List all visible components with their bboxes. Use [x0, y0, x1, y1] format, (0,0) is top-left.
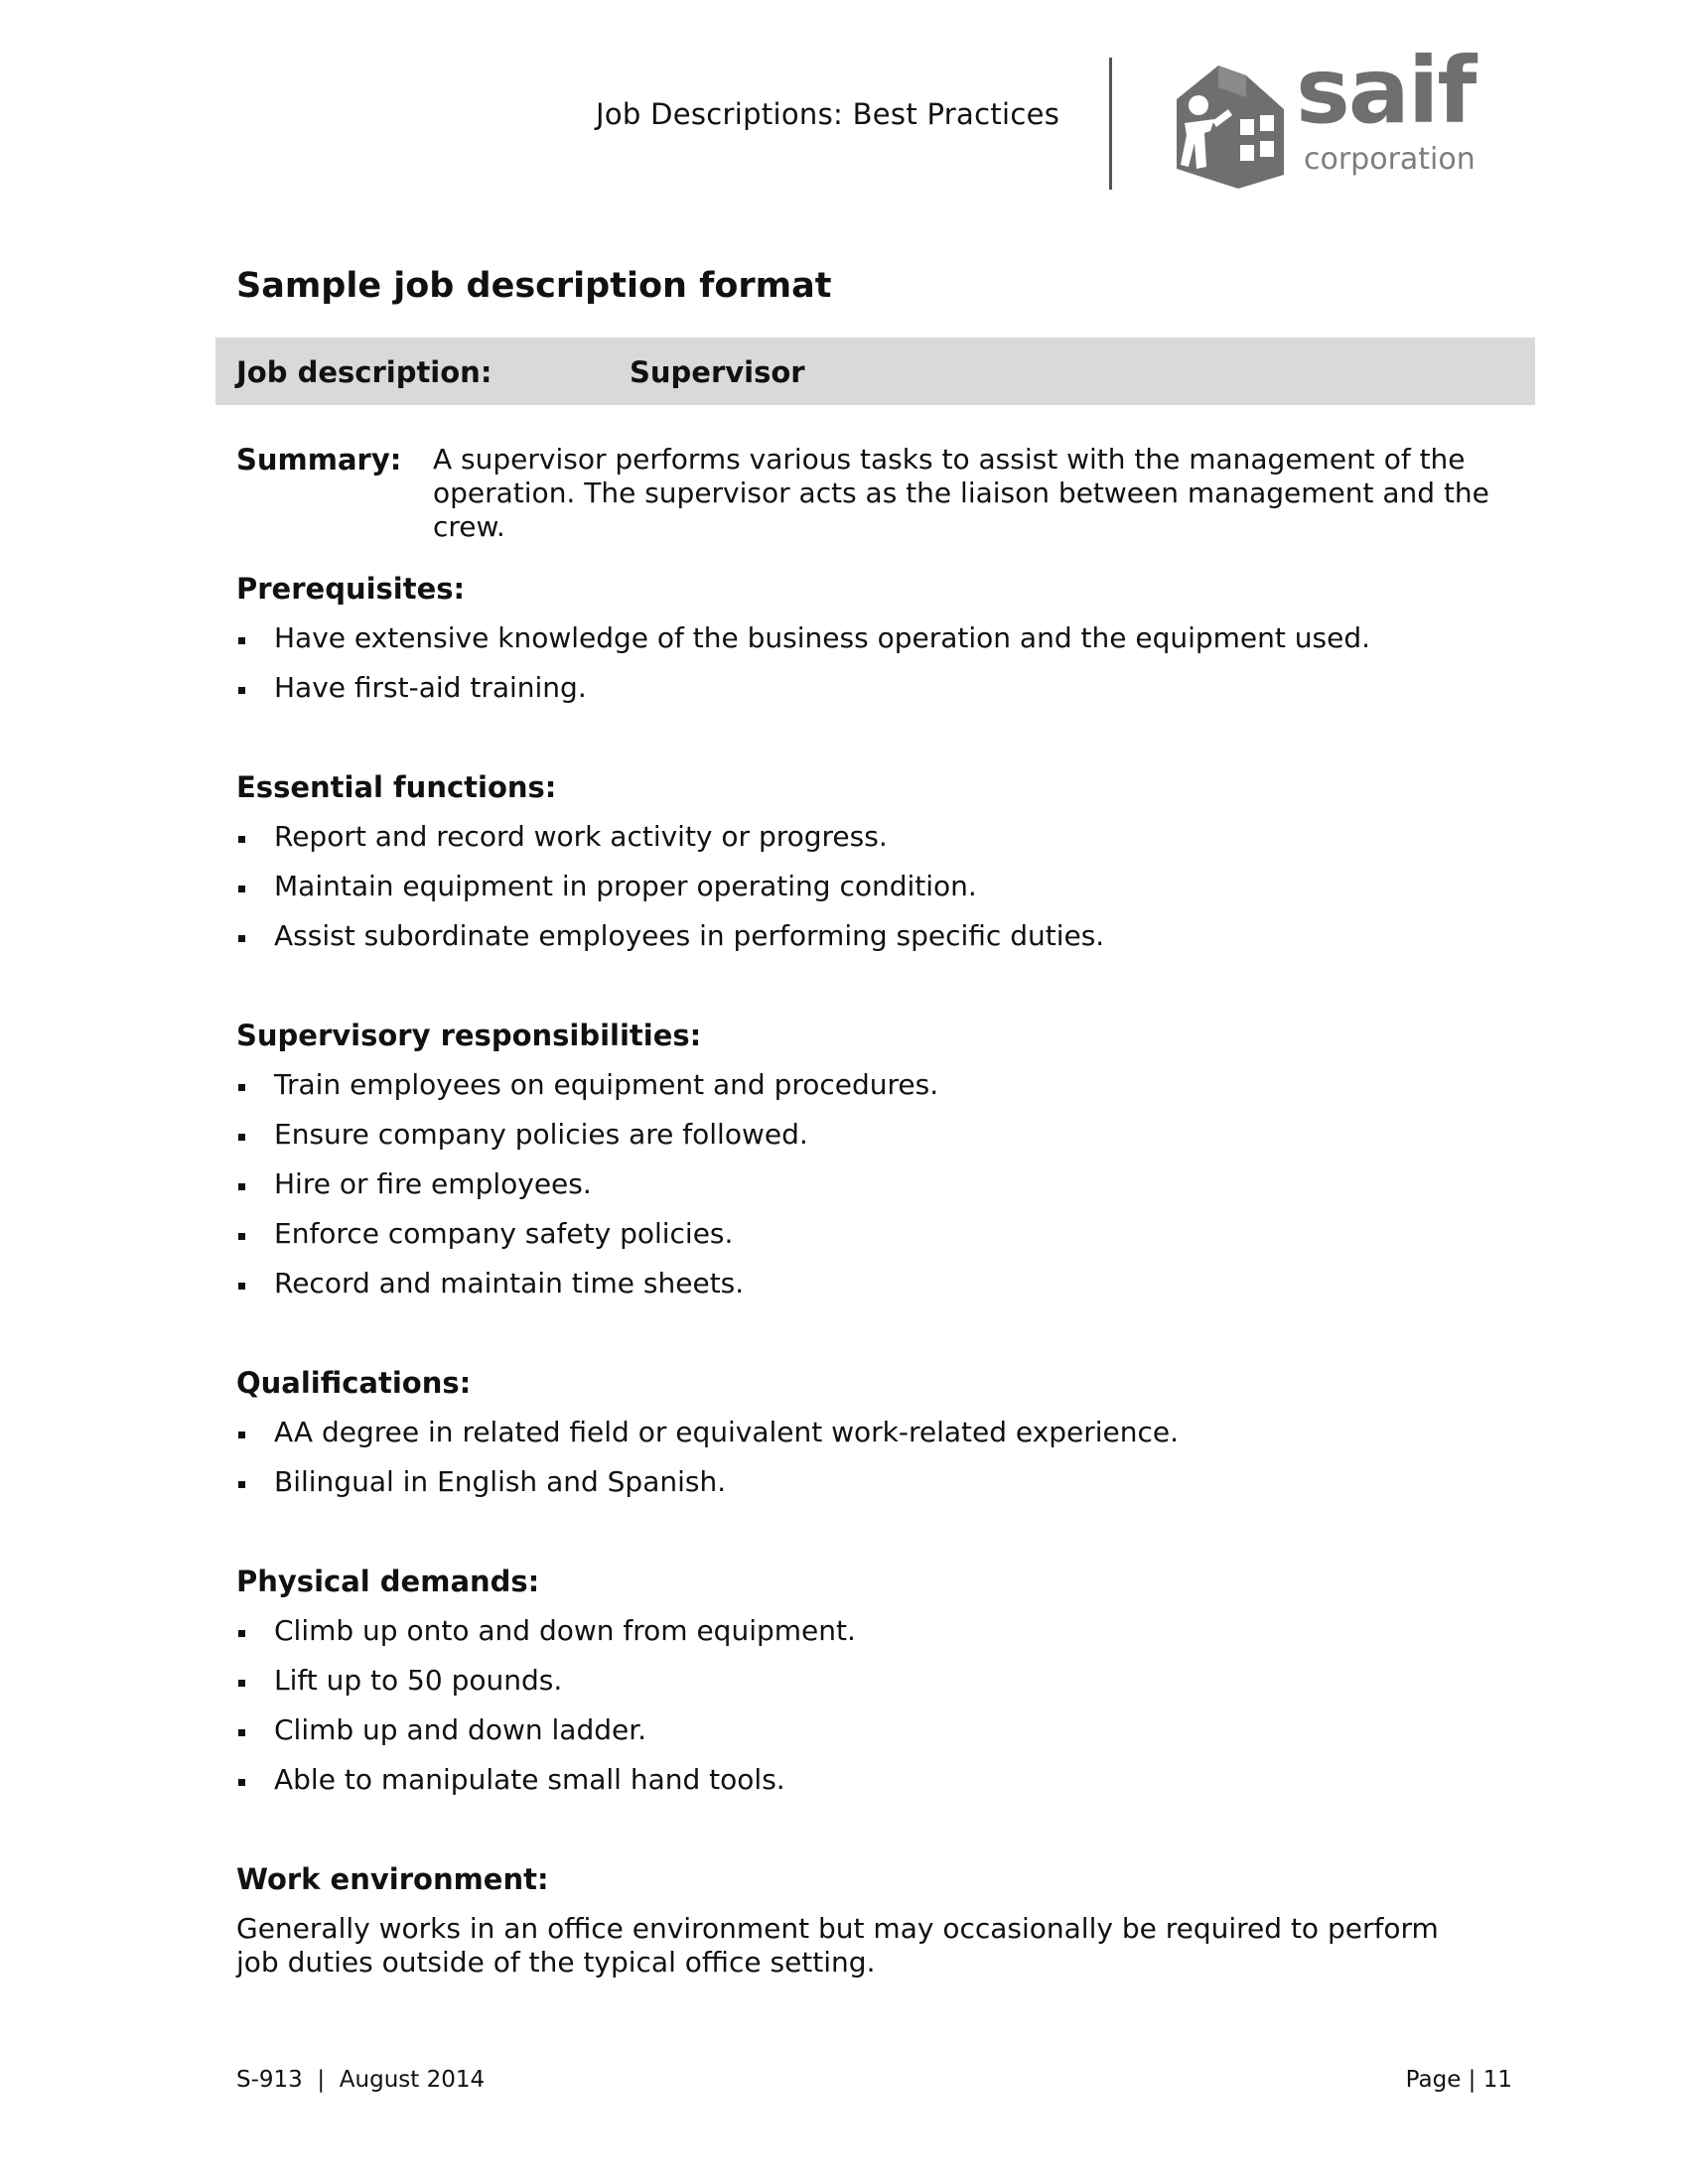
saif-logo: [1167, 38, 1476, 192]
bullet-icon: [238, 1432, 245, 1438]
page-title: Sample job description format: [236, 266, 832, 306]
section-heading: Essential functions:: [236, 770, 557, 804]
bullet-list: [236, 820, 1527, 953]
list-item-text: Have first-aid training.: [274, 671, 587, 704]
bullet-icon: [238, 886, 245, 892]
list-item: [236, 1713, 1527, 1747]
logo-subtitle: corporation: [1304, 142, 1476, 177]
bullet-icon: [238, 687, 245, 694]
list-item: [236, 919, 1527, 953]
list-item-text: Report and record work activity or progress.: [274, 820, 888, 853]
footer-document-id: S-913 | August 2014: [236, 2067, 486, 2093]
section-heading: Supervisory responsibilities:: [236, 1019, 702, 1052]
list-item-text: Bilingual in English and Spanish.: [274, 1465, 727, 1498]
list-item: [236, 820, 1527, 854]
section-heading: Prerequisites:: [236, 572, 466, 606]
bullet-list: [236, 1614, 1527, 1797]
document-header-title: Job Descriptions: Best Practices: [596, 97, 1060, 131]
list-item: [236, 1217, 1527, 1251]
summary-text: A supervisor performs various tasks to assist with the management of the operation. The supervisor acts as the liaison between management and the crew.: [433, 443, 1489, 543]
bullet-icon: [238, 935, 245, 942]
bullet-icon: [238, 1283, 245, 1290]
section-heading: Work environment:: [236, 1862, 549, 1896]
list-item-text: Assist subordinate employees in performing specific duties.: [274, 919, 1105, 952]
list-item-text: Hire or fire employees.: [274, 1167, 592, 1200]
list-item: [236, 1267, 1527, 1300]
list-item: [236, 1614, 1527, 1648]
bullet-icon: [238, 1779, 245, 1786]
section-heading: Physical demands:: [236, 1565, 540, 1598]
list-item: [236, 1465, 1527, 1499]
job-description-value: Supervisor: [630, 355, 805, 389]
section-prerequisites: [236, 572, 1527, 721]
list-item-text: Maintain equipment in proper operating condition.: [274, 870, 977, 902]
bullet-icon: [238, 1233, 245, 1240]
bullet-list: [236, 621, 1527, 705]
bullet-icon: [238, 1084, 245, 1091]
list-item-text: Climb up and down ladder.: [274, 1713, 647, 1746]
bullet-list: [236, 1068, 1527, 1300]
list-item-text: Train employees on equipment and procedures.: [274, 1068, 939, 1101]
list-item: [236, 1416, 1527, 1449]
list-item: [236, 1118, 1527, 1152]
bullet-icon: [238, 637, 245, 644]
job-description-label: Job description:: [236, 355, 492, 389]
bullet-icon: [238, 1183, 245, 1190]
list-item: [236, 1068, 1527, 1102]
list-item-text: Record and maintain time sheets.: [274, 1267, 745, 1299]
bullet-icon: [238, 1630, 245, 1637]
bullet-icon: [238, 836, 245, 843]
bullet-icon: [238, 1680, 245, 1687]
job-description-bar: [215, 338, 1535, 405]
summary-label: Summary:: [236, 443, 402, 477]
section-heading: Qualifications:: [236, 1366, 472, 1400]
saif-building-figure-icon: [1167, 58, 1296, 192]
section-work-environment: [236, 1862, 1527, 1979]
header-divider: [1109, 58, 1112, 190]
logo-wordmark: saif: [1296, 38, 1476, 144]
list-item: [236, 870, 1527, 903]
section-physical-demands: [236, 1565, 1527, 1813]
bullet-list: [236, 1416, 1527, 1499]
section-qualifications: [236, 1366, 1527, 1515]
list-item-text: Lift up to 50 pounds.: [274, 1664, 563, 1697]
list-item-text: Climb up onto and down from equipment.: [274, 1614, 856, 1647]
list-item: [236, 671, 1527, 705]
bullet-icon: [238, 1481, 245, 1488]
bullet-icon: [238, 1134, 245, 1141]
section-essential-functions: [236, 770, 1527, 969]
work-environment-text: Generally works in an office environment but may occasionally be required to perform job duties outside of the typical office setting.: [236, 1912, 1439, 1979]
list-item-text: Enforce company safety policies.: [274, 1217, 734, 1250]
list-item: [236, 1664, 1527, 1698]
list-item: [236, 1167, 1527, 1201]
bullet-icon: [238, 1729, 245, 1736]
list-item-text: Have extensive knowledge of the business operation and the equipment used.: [274, 621, 1371, 654]
list-item-text: Ensure company policies are followed.: [274, 1118, 808, 1151]
list-item: [236, 1763, 1527, 1797]
list-item: [236, 621, 1527, 655]
list-item-text: Able to manipulate small hand tools.: [274, 1763, 785, 1796]
section-supervisory-responsibilities: [236, 1019, 1527, 1316]
list-item-text: AA degree in related field or equivalent work-related experience.: [274, 1416, 1180, 1448]
footer-page-number: Page | 11: [1405, 2067, 1512, 2093]
